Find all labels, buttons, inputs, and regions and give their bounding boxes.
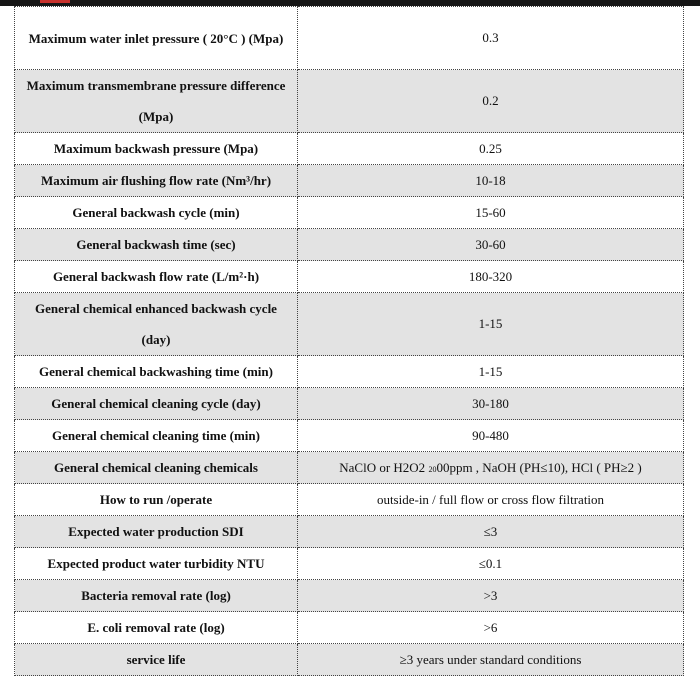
value-subscript: 20 (428, 464, 437, 474)
table-row (15, 420, 684, 452)
value-cell: 0.25 (298, 133, 684, 165)
value-cell (298, 452, 684, 484)
value-cell: ≤0.1 (298, 548, 684, 580)
value-cell: 0.3 (298, 7, 684, 70)
value-cell: 15-60 (298, 197, 684, 229)
value-text: 00ppm , NaOH (PH≤10), HCl ( PH≥2 ) (436, 459, 642, 475)
value-text: NaClO or H2O2 (339, 459, 429, 475)
parameter-cell: service life (15, 644, 298, 676)
value-cell: ≥3 years under standard conditions (298, 644, 684, 676)
parameter-cell: General backwash time (sec) (15, 229, 298, 261)
parameter-cell: General backwash cycle (min) (15, 197, 298, 229)
table-row (15, 261, 684, 293)
value-cell: 30-60 (298, 229, 684, 261)
table-row (15, 452, 684, 484)
top-accent-mark (40, 0, 70, 3)
parameter-cell: Bacteria removal rate (log) (15, 580, 298, 612)
table-row (15, 612, 684, 644)
table-row (15, 388, 684, 420)
table-row (15, 165, 684, 197)
parameter-cell: General chemical cleaning time (min) (15, 420, 298, 452)
parameter-cell: General chemical backwashing time (min) (15, 356, 298, 388)
table-row (15, 548, 684, 580)
value-cell: 10-18 (298, 165, 684, 197)
value-cell: 1-15 (298, 293, 684, 356)
value-cell: >3 (298, 580, 684, 612)
parameter-cell: General backwash flow rate (L/m²·h) (15, 261, 298, 293)
parameter-cell: Expected product water turbidity NTU (15, 548, 298, 580)
table-row (15, 229, 684, 261)
value-cell: 1-15 (298, 356, 684, 388)
parameter-cell: Maximum air flushing flow rate (Nm³/hr) (15, 165, 298, 197)
parameter-cell: How to run /operate (15, 484, 298, 516)
value-cell: >6 (298, 612, 684, 644)
parameter-cell: Expected water production SDI (15, 516, 298, 548)
value-cell: 30-180 (298, 388, 684, 420)
specification-table (14, 6, 684, 676)
value-cell: 180-320 (298, 261, 684, 293)
table-row (15, 644, 684, 676)
table-row (15, 133, 684, 165)
table-row (15, 293, 684, 356)
parameter-cell: Maximum water inlet pressure ( 20°C ) (Mpa) (15, 7, 298, 70)
parameter-cell: General chemical cleaning chemicals (15, 452, 298, 484)
table-row (15, 356, 684, 388)
parameter-cell: General chemical cleaning cycle (day) (15, 388, 298, 420)
parameter-cell: Maximum backwash pressure (Mpa) (15, 133, 298, 165)
table-row (15, 7, 684, 70)
table-row (15, 484, 684, 516)
table-row (15, 516, 684, 548)
parameter-cell: General chemical enhanced backwash cycle (day) (15, 293, 298, 356)
value-cell: 0.2 (298, 70, 684, 133)
parameter-cell: E. coli removal rate (log) (15, 612, 298, 644)
table-row (15, 580, 684, 612)
parameter-cell: Maximum transmembrane pressure difference (Mpa) (15, 70, 298, 133)
value-cell: 90-480 (298, 420, 684, 452)
value-cell: ≤3 (298, 516, 684, 548)
table-row (15, 197, 684, 229)
value-cell: outside-in / full flow or cross flow filtration (298, 484, 684, 516)
table-row (15, 70, 684, 133)
